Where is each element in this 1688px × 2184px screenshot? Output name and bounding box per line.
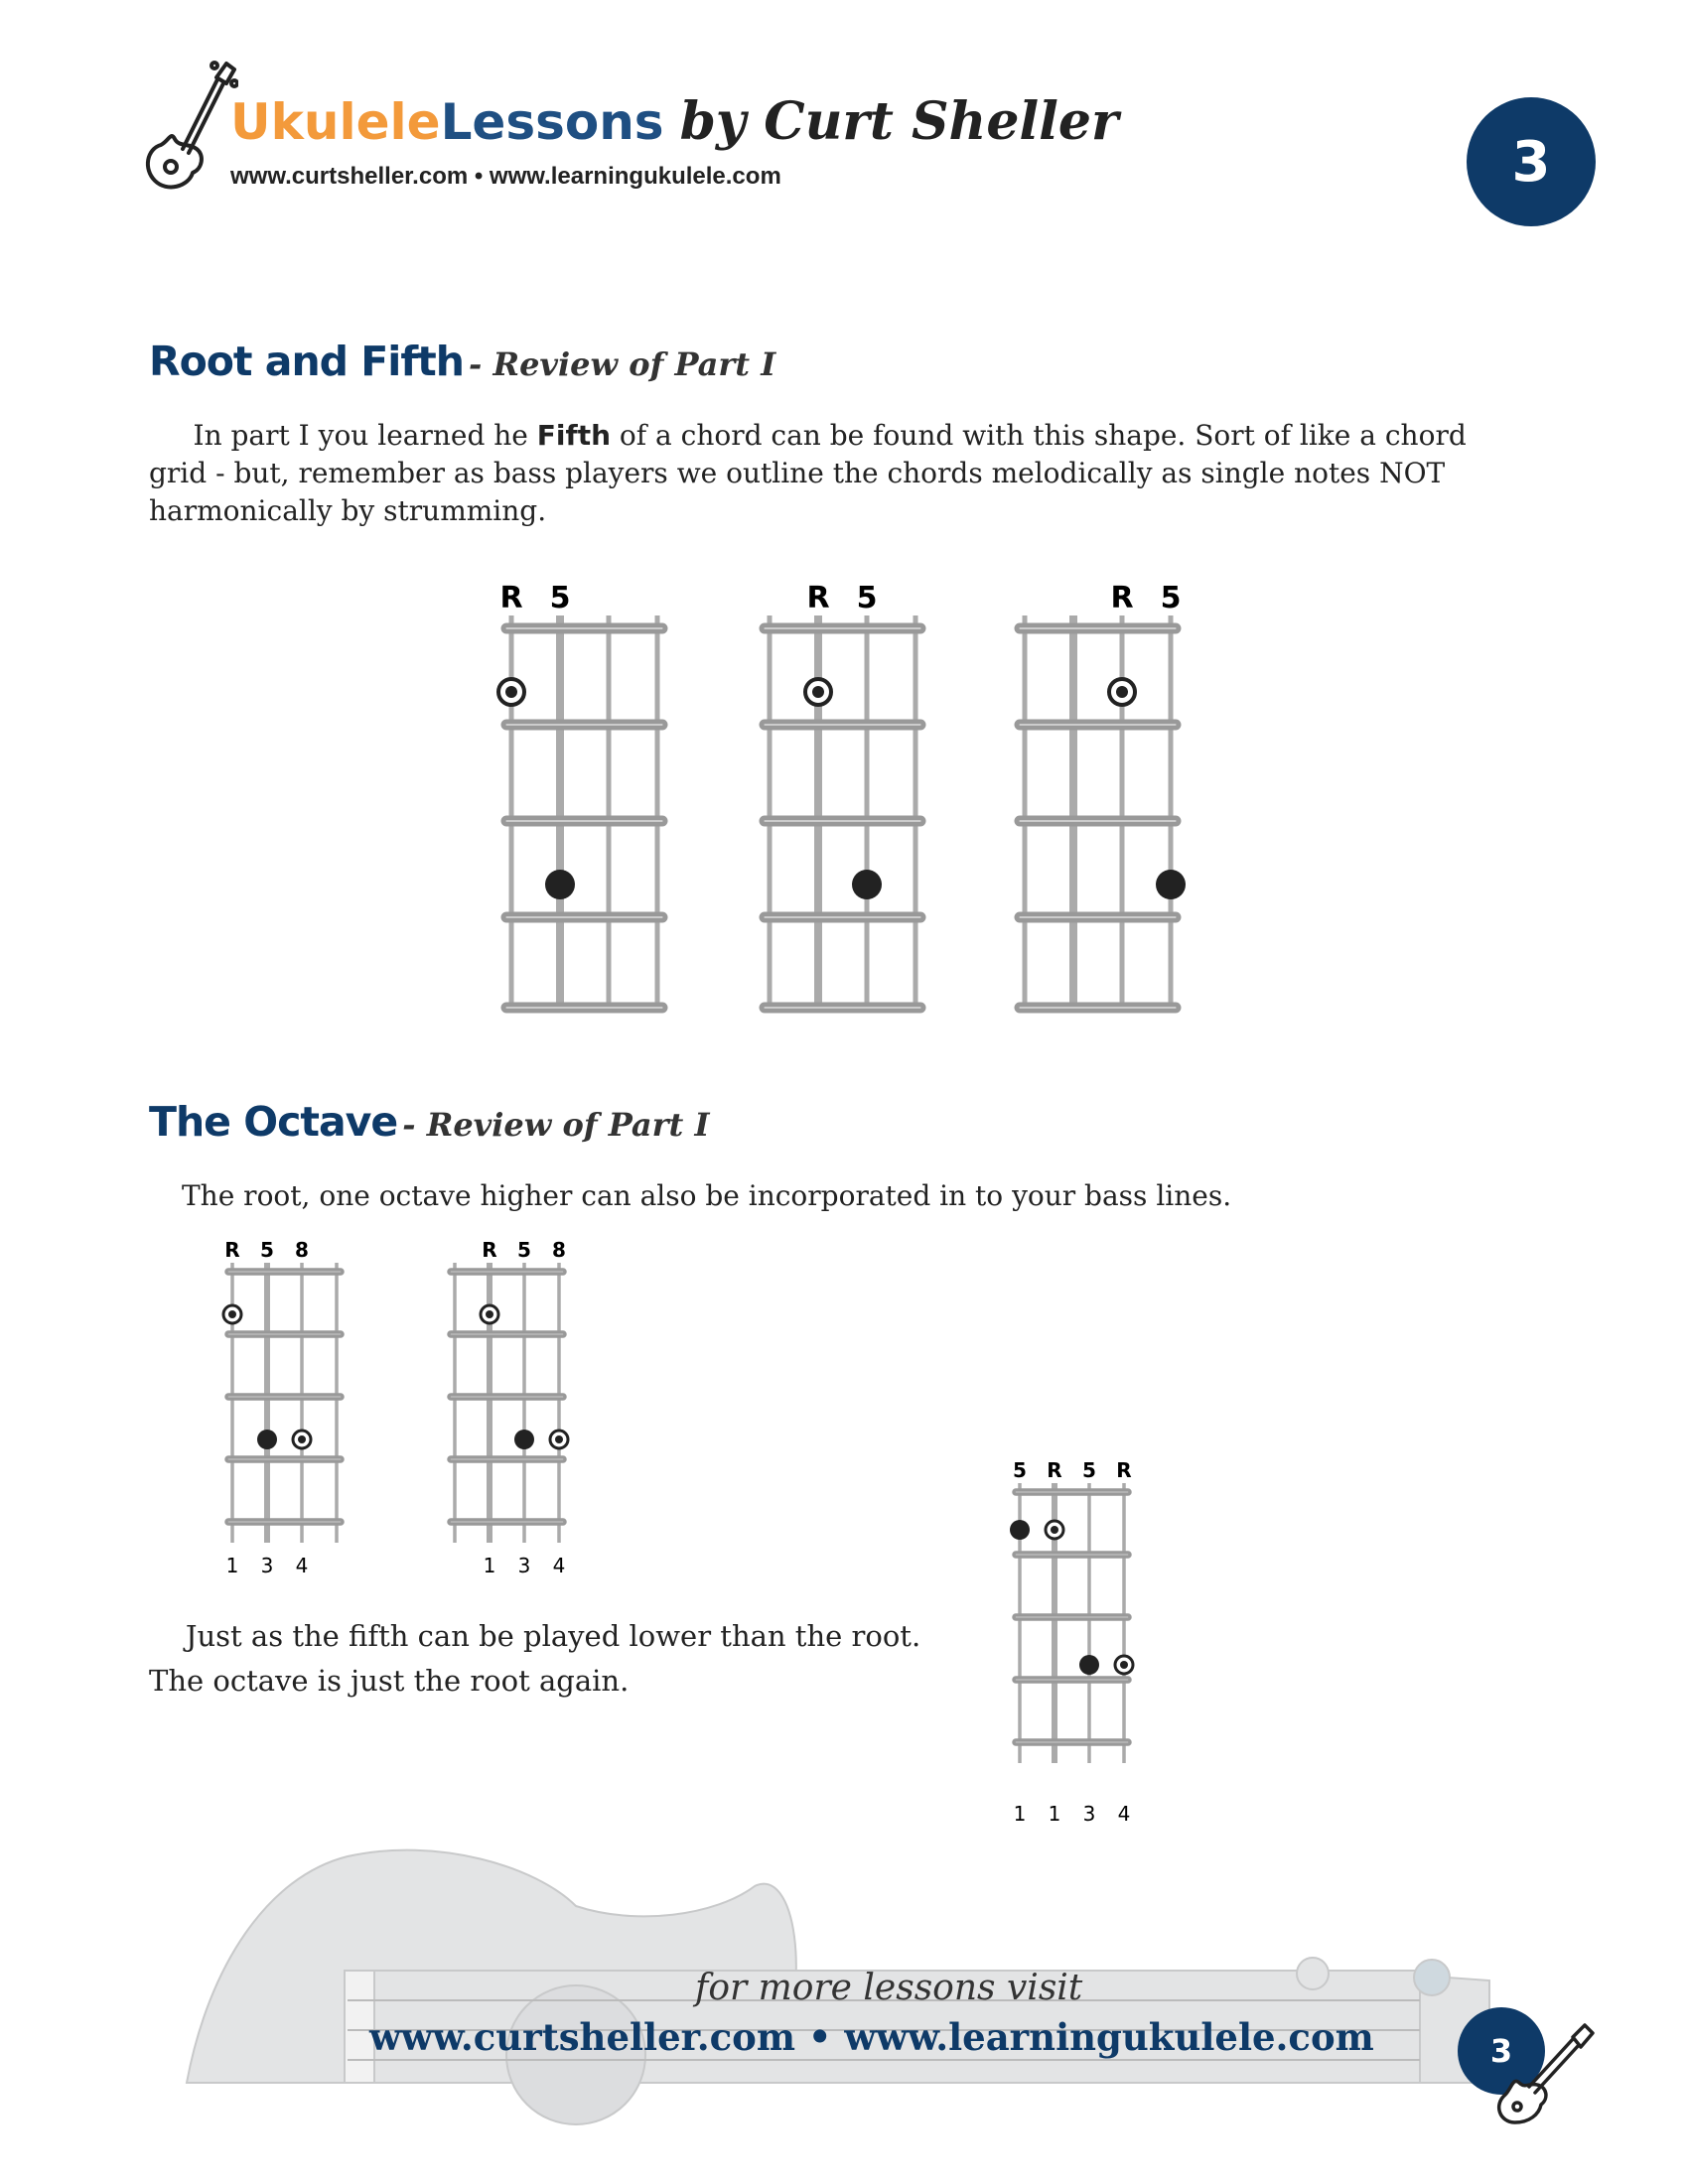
string-label: 8 xyxy=(552,1238,566,1262)
root-fifth-diagram-1 xyxy=(498,581,665,1013)
octave-paragraph: The root, one octave higher can also be incorporated in to your bass lines. xyxy=(182,1179,1232,1212)
diagram-root-label: R xyxy=(1110,581,1134,615)
string-label: R xyxy=(1116,1458,1132,1482)
logo-author: by Curt Sheller xyxy=(679,91,1119,152)
string-label: R xyxy=(224,1238,240,1262)
fifth-marker xyxy=(545,870,575,899)
fifth-marker xyxy=(1010,1520,1030,1540)
fifth-lower-paragraph xyxy=(149,1614,973,1704)
footer-urls: www.curtsheller.com • www.learningukulele.com xyxy=(369,2015,1374,2059)
fifth-marker xyxy=(1079,1655,1099,1675)
diagram-fifth-label: 5 xyxy=(856,581,878,615)
finger-number: 4 xyxy=(295,1554,309,1577)
finger-number: 3 xyxy=(260,1554,274,1577)
root-fifth-diagram-3 xyxy=(1017,581,1186,1013)
diagram-fifth-label: 5 xyxy=(549,581,571,615)
para-text-1: In part I you learned he xyxy=(193,419,537,452)
logo-ukulele: Ukulele xyxy=(230,93,441,151)
string-label: R xyxy=(1047,1458,1062,1482)
string-label: 8 xyxy=(295,1238,309,1262)
finger-number: 1 xyxy=(1013,1802,1027,1826)
finger-number: 3 xyxy=(517,1554,531,1577)
diagram-fifth-label: 5 xyxy=(1160,581,1182,615)
section-heading-octave xyxy=(149,1098,709,1146)
root-marker-center xyxy=(1120,1661,1128,1669)
header-urls: www.curtsheller.com • www.learningukulele.com xyxy=(230,163,781,190)
root-marker-center xyxy=(486,1310,493,1318)
octave-marker-center xyxy=(298,1435,306,1443)
finger-number: 3 xyxy=(1082,1802,1096,1826)
string-label: 5 xyxy=(1013,1458,1027,1482)
footer-visit-text: for more lessons visit xyxy=(695,1968,1083,2008)
string-label: 5 xyxy=(260,1238,274,1262)
root-marker-center xyxy=(1051,1526,1058,1534)
section-subtitle: - Review of Part I xyxy=(402,1106,710,1144)
section-title: The Octave xyxy=(149,1098,398,1146)
finger-number: 4 xyxy=(552,1554,566,1577)
octave-marker-center xyxy=(555,1435,563,1443)
fifth-marker xyxy=(852,870,882,899)
section-subtitle: - Review of Part I xyxy=(469,345,776,383)
diagram-root-label: R xyxy=(806,581,830,615)
finger-number: 1 xyxy=(1048,1802,1061,1826)
footer-page-number-badge: 3 xyxy=(1458,2007,1545,2095)
section-title: Root and Fifth xyxy=(149,338,464,385)
para-text: Just as the fifth can be played lower than the root. The octave is just the root again. xyxy=(149,1619,921,1698)
finger-number: 4 xyxy=(1117,1802,1131,1826)
fifth-marker xyxy=(1156,870,1186,899)
footer-ukulele-logo-icon xyxy=(1489,2019,1599,2128)
root-fifth-diagram-2 xyxy=(762,581,923,1013)
root-marker-center xyxy=(228,1310,236,1318)
finger-number: 1 xyxy=(225,1554,239,1577)
octave-diagram-1 xyxy=(223,1238,343,1577)
page-number-badge: 3 xyxy=(1467,97,1596,226)
root-marker-center xyxy=(812,686,824,698)
string-label: R xyxy=(482,1238,497,1262)
para-text-2: of a chord can be found with this shape. Sort of like a chord grid - but, remember as bass players we outline the chords melodically as single notes NOT harmonically by strumming. xyxy=(149,419,1467,527)
fifth-marker xyxy=(257,1430,277,1449)
fifth-below-diagram xyxy=(1010,1458,1133,1826)
fifth-marker xyxy=(514,1430,534,1449)
string-label: 5 xyxy=(517,1238,531,1262)
logo-lessons: Lessons xyxy=(440,93,664,151)
string-label: 5 xyxy=(1082,1458,1096,1482)
root-marker-center xyxy=(1116,686,1128,698)
para-bold-fifth: Fifth xyxy=(536,419,612,452)
finger-number: 1 xyxy=(483,1554,496,1577)
diagram-root-label: R xyxy=(499,581,523,615)
octave-diagram-2 xyxy=(449,1238,568,1577)
root-marker-center xyxy=(505,686,517,698)
